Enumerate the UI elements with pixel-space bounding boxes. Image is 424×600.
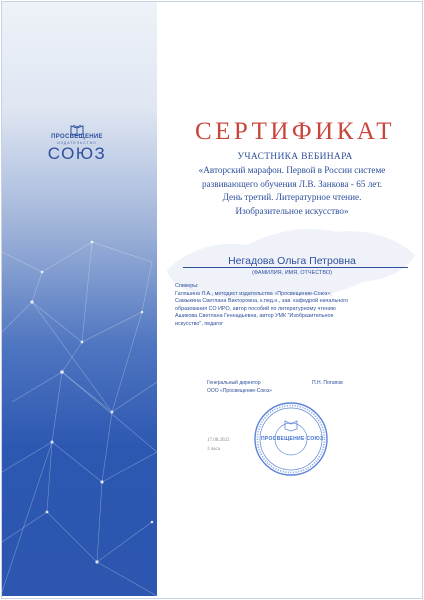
event-title-line: «Авторский марафон. Первой в России системе <box>198 165 386 175</box>
logo-text-prosveshchenie: ПРОСВЕЩЕНИЕ <box>51 134 103 140</box>
signer-name: П.Н. Потапов <box>312 380 343 386</box>
certificate-subtitle: УЧАСТНИКА ВЕБИНАРА <box>237 152 353 162</box>
event-title-line: День третий. Литературное чтение. <box>222 192 362 202</box>
speaker-line: Ашикова Светлана Геннадьевна, автор УМК "Изобразительное <box>175 313 334 320</box>
event-title <box>163 164 421 218</box>
director-position <box>207 380 307 395</box>
issue-info <box>207 436 230 454</box>
event-title-line: Изобразительное искусство» <box>235 205 349 216</box>
speakers-block <box>175 283 407 329</box>
webinar-duration: 3 часа <box>207 447 220 452</box>
participant-name: Негадова Ольга Петровна <box>228 255 356 267</box>
director-title: Генеральный директор <box>207 380 261 386</box>
stamp-text: ПРОСВЕЩЕНИЕ·СОЮЗ <box>261 436 324 442</box>
certificate-title: СЕРТИФИКАТ <box>194 118 396 145</box>
speaker-line: образования СО ИРО, автор пособий по литературному чтению <box>175 305 336 312</box>
event-title-line: развивающего обучения Л.В. Занкова - 65 лет. <box>201 178 382 189</box>
name-caption: (ФАМИЛИЯ, ИМЯ, ОТЧЕСТВО) <box>252 270 332 276</box>
speaker-line: искусство", педагог <box>175 320 224 327</box>
speaker-line: Галяшина Л.А., методист издательства «Просвещение-Союз»; <box>175 290 332 297</box>
name-underline <box>183 267 408 268</box>
speakers-label: Спикеры: <box>175 283 199 289</box>
logo-text-izdatelstvo: ИЗДАТЕЛЬСТВО <box>57 141 97 145</box>
issue-date: 17.08.2022 <box>207 438 230 443</box>
logo-text-soyuz: СОЮЗ <box>47 144 107 163</box>
publisher-logo <box>42 124 112 164</box>
speaker-line: Самыкина Светлана Викторовна, к.пед.н., зав. кафедрой начального <box>175 298 349 305</box>
director-company: ООО «Просвещение-Союз» <box>207 387 272 394</box>
